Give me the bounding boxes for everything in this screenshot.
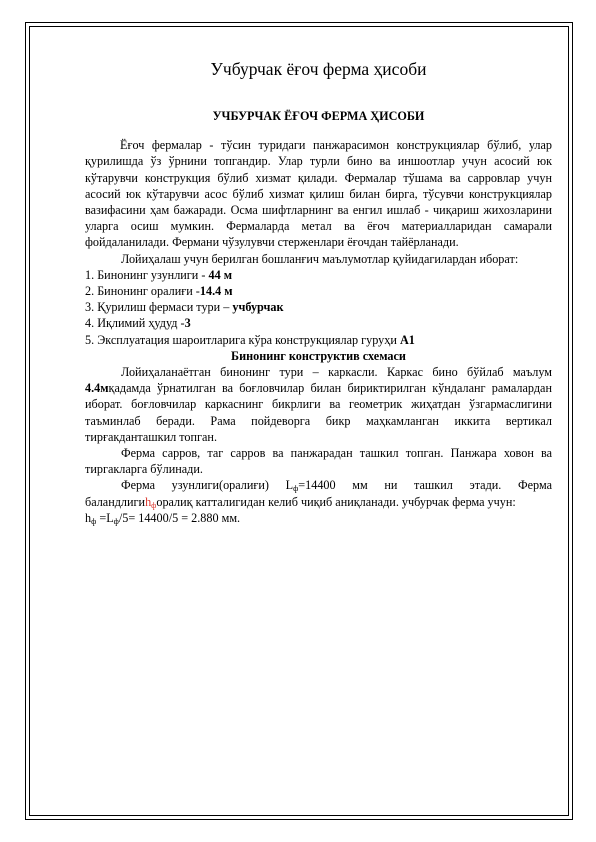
list-item: [85, 267, 552, 283]
intro-paragraph: Ёғоч фермалар - тўсин туридаги панжарасимон конструкциялар бўлиб, улар қурилишда ўз ўрнини топгандир. Улар турли бино ва иншоотлар учун асосий юк кўтарувчи конструкция бўлиб хизмат қилади. Фермалар тўшама ва сарровлар учун асосий юк кўтарувчи асос бўлиб хизмат қилиш билан бирга, тўсувчи конструкциялар вазифасини ҳам бажаради. Осма шифтларнинг ва енгил ишлаб - чиқариш жихозларини уларга осиш мумкин. Фермаларда метал ва ёғоч материалларидан самарали фойдаланилади. Фермани чўзулувчи стерженлари ёғочдан тайёрланади.: [85, 138, 552, 250]
scheme-text-end: қадамда ўрнатилган ва боғловчилар билан бириктирилган кўндаланг рамалардан иборат. боғловчилар каркаснинг бикрлиги ва геометрик жиҳатдан ўзгармаслигини таъминлаб беради. Рама пойдеворга бикр маҳкамланган иккита вертикал тирғакданташкил топган.: [85, 381, 552, 444]
data-intro-paragraph: Лойиҳалаш учун берилган бошланғич маълумотлар қуйидагилардан иборат:: [121, 251, 519, 266]
document-body: [85, 58, 552, 526]
list-item-label: 2. Бинонинг оралиғи -: [85, 284, 200, 299]
height-subscript: ф: [151, 500, 157, 510]
list-item-value: 44 м: [208, 267, 233, 282]
list-item-value: 14.4 м: [199, 284, 233, 299]
list-item: [85, 299, 552, 315]
formula-h-sub: ф: [91, 516, 97, 526]
document-title: Учбурчак ёғоч ферма ҳисоби: [210, 59, 427, 79]
height-symbol: [145, 495, 156, 509]
formula-l-sub: ф: [113, 516, 119, 526]
list-item-label: 1. Бинонинг узунлиги -: [85, 267, 209, 282]
truss-paragraph: Ферма сарров, таг сарров ва панжарадан ташкил топган. Панжара ховон ва тиргакларга бўлинади.: [85, 446, 552, 477]
span-text-mid: =14400 мм ни ташкил этади. Ферма баландлиги: [85, 478, 552, 509]
height-formula: [85, 510, 552, 526]
height-letter: h: [145, 494, 152, 509]
step-value: 4.4м: [85, 381, 109, 396]
span-paragraph: [85, 477, 552, 509]
list-item-value: А1: [399, 332, 415, 347]
formula-mid: =L: [96, 510, 114, 525]
list-item-value: 3: [184, 316, 191, 331]
span-text-start: Ферма узунлиги(оралиғи) L: [121, 478, 294, 493]
section-heading: УЧБУРЧАК ЁҒОЧ ФЕРМА ҲИСОБИ: [212, 109, 425, 123]
list-item: [85, 332, 552, 348]
formula-h: h: [85, 510, 92, 525]
span-text-end: оралиқ катталигидан келиб чиқиб аниқланади. учбурчак ферма учун:: [156, 494, 516, 509]
scheme-paragraph: [85, 364, 552, 445]
list-item-label: 5. Эксплуатация шароитларига кўра конструкциялар гуруҳи: [85, 332, 400, 347]
list-item-label: 3. Қурилиш фермаси тури –: [85, 300, 233, 315]
list-item-label: 4. Иқлимий ҳудуд -: [85, 316, 185, 331]
span-subscript: ф: [293, 484, 299, 494]
list-item: [85, 315, 552, 331]
list-item: [85, 283, 552, 299]
formula-tail: /5= 14400/5 = 2.880 мм.: [118, 510, 241, 525]
scheme-text-start: Лойиҳаланаётган бинонинг тури – каркасли. Каркас бино бўйлаб маълум: [121, 365, 552, 380]
scheme-subheading: Бинонинг конструктив схемаси: [231, 348, 406, 363]
list-item-value: учбурчак: [232, 300, 284, 315]
